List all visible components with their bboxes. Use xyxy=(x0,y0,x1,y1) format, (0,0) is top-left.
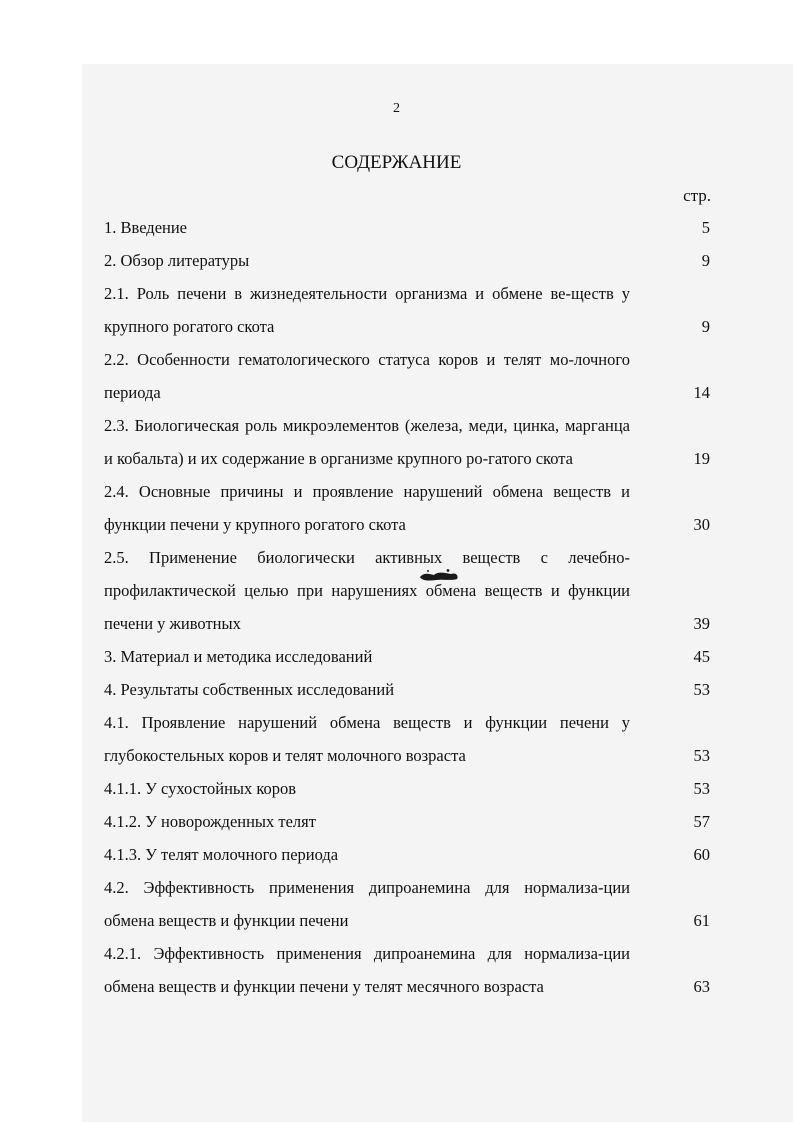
ink-blot xyxy=(418,568,460,582)
toc-entry-page: 57 xyxy=(693,812,710,831)
toc-entry-text: 2. Обзор литературы xyxy=(104,251,250,270)
toc-entry-page: 53 xyxy=(693,746,710,765)
toc-entry-2-2 xyxy=(104,343,710,409)
toc-entry-4-2 xyxy=(104,871,710,937)
toc-entry-text: 2.2. Особенности гематологического статуса коров и телят мо-лочного периода xyxy=(104,350,630,402)
toc-entry-page: 9 xyxy=(701,251,710,270)
toc-entry-page: 53 xyxy=(693,680,710,699)
toc-entry-literature-review xyxy=(104,244,710,277)
toc-entry-2-4 xyxy=(104,475,710,541)
toc-entry-text: 4.2.1. Эффективность применения дипроанемина для нормализа-ции обмена веществ и функции печени у телят месячного возраста xyxy=(104,944,630,996)
toc-entry-text: 4.1. Проявление нарушений обмена веществ и функции печени у глубокостельных коров и телят молочного возраста xyxy=(104,713,630,765)
toc-entry-text: 4.1.2. У новорожденных телят xyxy=(104,812,316,831)
toc-entry-4-2-1 xyxy=(104,937,710,1003)
toc-entry-2-3 xyxy=(104,409,710,475)
toc-entry-4-1 xyxy=(104,706,710,772)
toc-entry-text: 4.1.1. У сухостойных коров xyxy=(104,779,297,798)
toc-entry-page: 63 xyxy=(693,977,710,996)
toc-entry-text: 3. Материал и методика исследований xyxy=(104,647,373,666)
page-column-label: стр. xyxy=(683,186,711,205)
table-of-contents xyxy=(104,211,710,1003)
toc-entry-4-1-2 xyxy=(104,805,710,838)
toc-entry-4 xyxy=(104,673,710,706)
toc-entry-page: 53 xyxy=(693,779,710,798)
toc-entry-page: 60 xyxy=(693,845,710,864)
toc-entry-4-1-1 xyxy=(104,772,710,805)
toc-entry-page: 14 xyxy=(693,383,710,402)
toc-entry-page: 45 xyxy=(693,647,710,666)
toc-entry-text: 4. Результаты собственных исследований xyxy=(104,680,395,699)
toc-entry-page: 5 xyxy=(701,218,710,237)
toc-entry-4-1-3 xyxy=(104,838,710,871)
toc-entry-text: 4.1.3. У телят молочного периода xyxy=(104,845,339,864)
toc-entry-3 xyxy=(104,640,710,673)
toc-entry-text: 1. Введение xyxy=(104,218,188,237)
page-title: СОДЕРЖАНИЕ xyxy=(331,152,462,173)
toc-entry-text: 2.5. Применение биологически активных веществ с лечебно-профилактической целью при нарушениях обмена веществ и функции печени у животных xyxy=(104,548,630,633)
toc-entry-2-1 xyxy=(104,277,710,343)
toc-entry-page: 19 xyxy=(693,449,710,468)
page-number: 2 xyxy=(393,101,400,116)
toc-entry-text: 2.3. Биологическая роль микроэлементов (железа, меди, цинка, марганца и кобальта) и их содержание в организме крупного ро-гатого скота xyxy=(104,416,630,468)
toc-entry-page: 30 xyxy=(693,515,710,534)
toc-entry-page: 9 xyxy=(701,317,710,336)
toc-entry-2-5 xyxy=(104,541,710,640)
toc-entry-page: 39 xyxy=(693,614,710,633)
toc-entry-page: 61 xyxy=(693,911,710,930)
toc-entry-text: 2.1. Роль печени в жизнедеятельности организма и обмене ве-ществ у крупного рогатого скота xyxy=(104,284,630,336)
toc-entry-text: 2.4. Основные причины и проявление нарушений обмена веществ и функции печени у крупного рогатого скота xyxy=(104,482,630,534)
toc-entry-text: 4.2. Эффективность применения дипроанемина для нормализа-ции обмена веществ и функции печени xyxy=(104,878,630,930)
toc-entry-introduction xyxy=(104,211,710,244)
